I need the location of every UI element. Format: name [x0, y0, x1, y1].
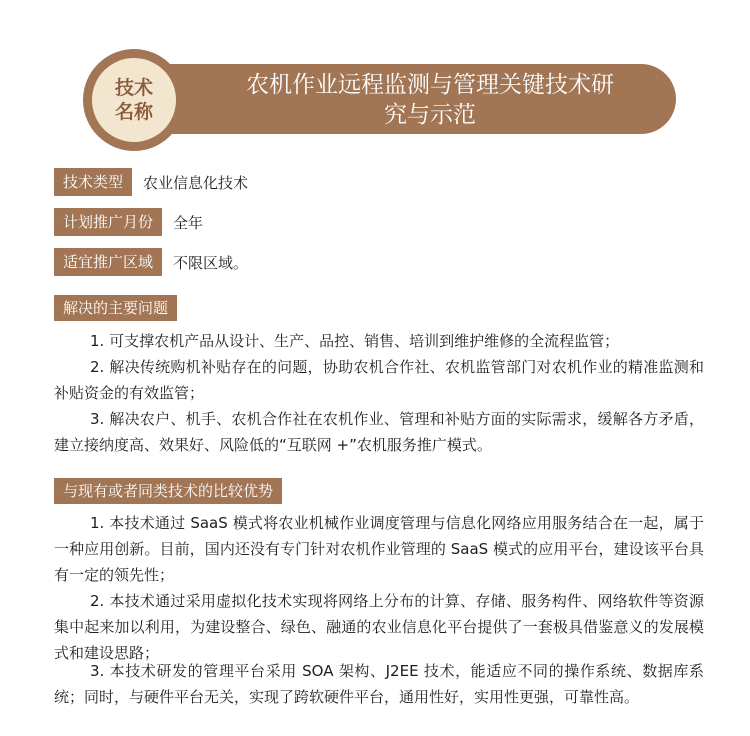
badge-line-2: 名称 — [114, 101, 153, 123]
problems-heading: 解决的主要问题 — [54, 295, 177, 321]
info-row-month — [54, 208, 203, 236]
badge — [92, 58, 176, 142]
problem-item: 1. 可支撑农机产品从设计、生产、品控、销售、培训到维护维修的全流程监管； — [90, 332, 620, 350]
info-label: 适宜推广区域 — [54, 248, 162, 276]
info-value: 不限区域。 — [173, 253, 249, 272]
info-row-type — [54, 168, 248, 196]
advantage-item: 2. 本技术通过采用虚拟化技术实现将网络上分布的计算、存储、服务构件、网络软件等资源集中起来加以利用，为建设整合、绿色、融通的农业信息化平台提供了一套极具借鉴意义的发展模式和建设思路； — [54, 592, 704, 662]
info-value: 全年 — [173, 213, 204, 232]
page-title — [200, 70, 660, 130]
badge-line-1: 技术 — [114, 77, 153, 99]
info-label: 计划推广月份 — [54, 208, 162, 236]
advantage-item: 1. 本技术通过 SaaS 模式将农业机械作业调度管理与信息化网络应用服务结合在一起，属于一种应用创新。目前，国内还没有专门针对农机作业管理的 SaaS 模式的应用平台，建设该平台具有一定的领先性； — [54, 514, 704, 584]
problem-item: 3. 解决农户、机手、农机合作社在农机作业、管理和补贴方面的实际需求，缓解各方矛盾，建立接纳度高、效果好、风险低的“互联网 +”农机服务推广模式。 — [54, 410, 704, 454]
title-line-2: 究与示范 — [384, 102, 476, 128]
info-value: 农业信息化技术 — [143, 173, 249, 192]
problem-item: 2. 解决传统购机补贴存在的问题，协助农机合作社、农机监管部门对农机作业的精准监测和补贴资金的有效监管； — [54, 358, 704, 402]
info-row-region — [54, 248, 248, 276]
title-line-1: 农机作业远程监测与管理关键技术研 — [246, 72, 614, 98]
advantage-item: 3. 本技术研发的管理平台采用 SOA 架构、J2EE 技术，能适应不同的操作系统、数据库系统；同时，与硬件平台无关，实现了跨软硬件平台，通用性好，实用性更强，可靠性高。 — [54, 662, 704, 706]
advantages-heading: 与现有或者同类技术的比较优势 — [54, 478, 282, 504]
info-label: 技术类型 — [54, 168, 132, 196]
